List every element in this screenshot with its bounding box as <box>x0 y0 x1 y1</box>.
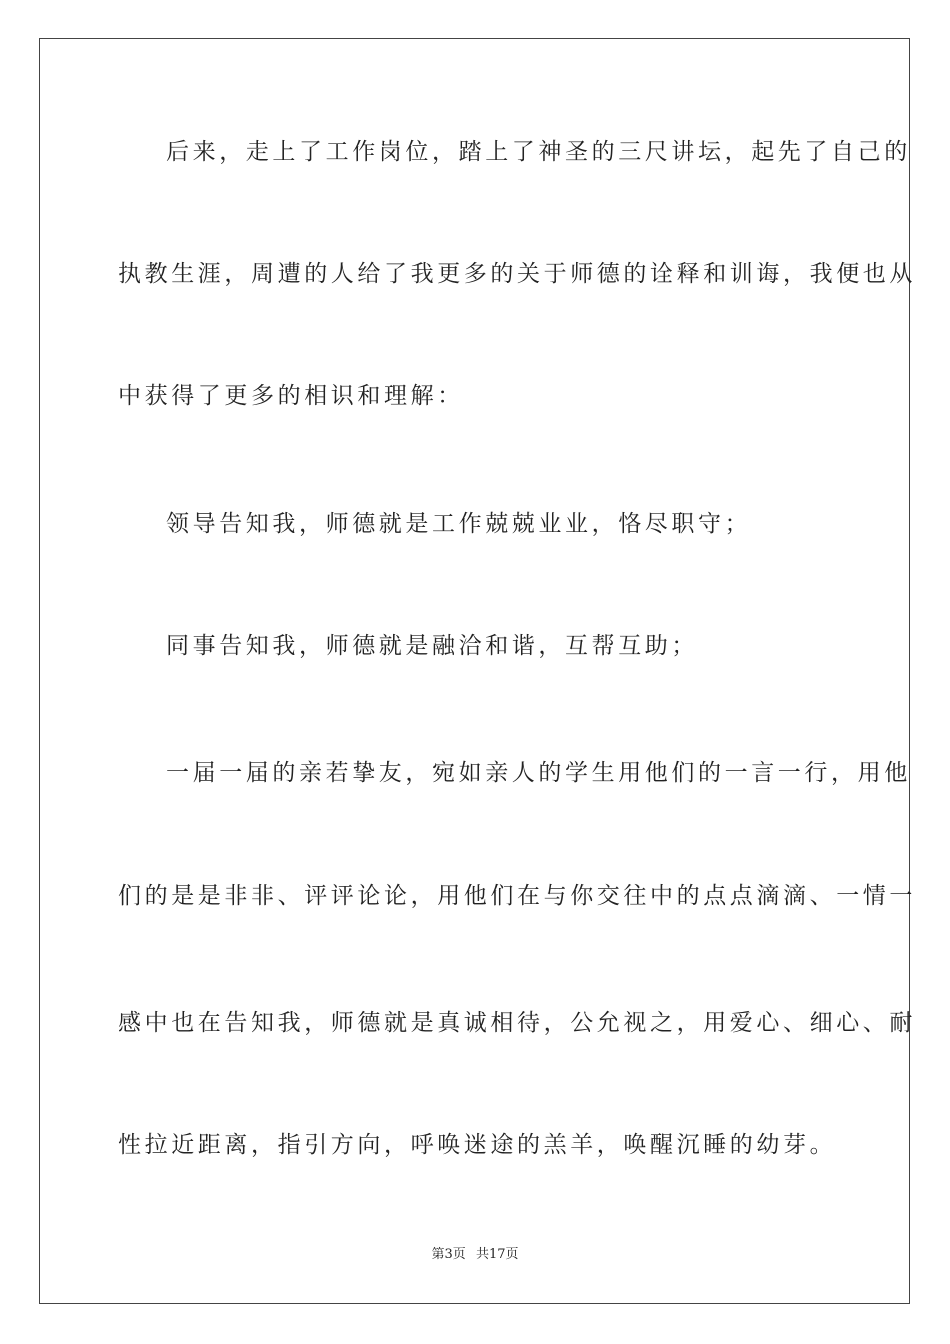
page-total: 共17页 <box>475 1247 519 1262</box>
paragraph-line: 同事告知我，师德就是融洽和谐，互帮互助； <box>166 633 698 659</box>
paragraph-line: 感中也在告知我，师德就是真诚相待，公允视之，用爱心、细心、耐 <box>118 1010 916 1036</box>
paragraph-line: 领导告知我，师德就是工作兢兢业业，恪尽职守； <box>166 511 752 537</box>
paragraph-line: 性拉近距离，指引方向，呼唤迷途的羔羊，唤醒沉睡的幼芽。 <box>118 1132 837 1158</box>
paragraph-line: 后来，走上了工作岗位，踏上了神圣的三尺讲坛，起先了自己的 <box>166 139 911 165</box>
paragraph-line: 一届一届的亲若挚友，宛如亲人的学生用他们的一言一行，用他 <box>166 760 911 786</box>
page-footer <box>0 1246 950 1264</box>
page-border <box>39 38 916 1304</box>
page-number: 第3页 <box>431 1247 466 1262</box>
paragraph-line: 们的是是非非、评评论论，用他们在与你交往中的点点滴滴、一情一 <box>118 883 916 909</box>
paragraph-line: 执教生涯，周遭的人给了我更多的关于师德的诠释和训诲，我便也从 <box>118 261 916 287</box>
paragraph-line: 中获得了更多的相识和理解： <box>118 383 464 409</box>
